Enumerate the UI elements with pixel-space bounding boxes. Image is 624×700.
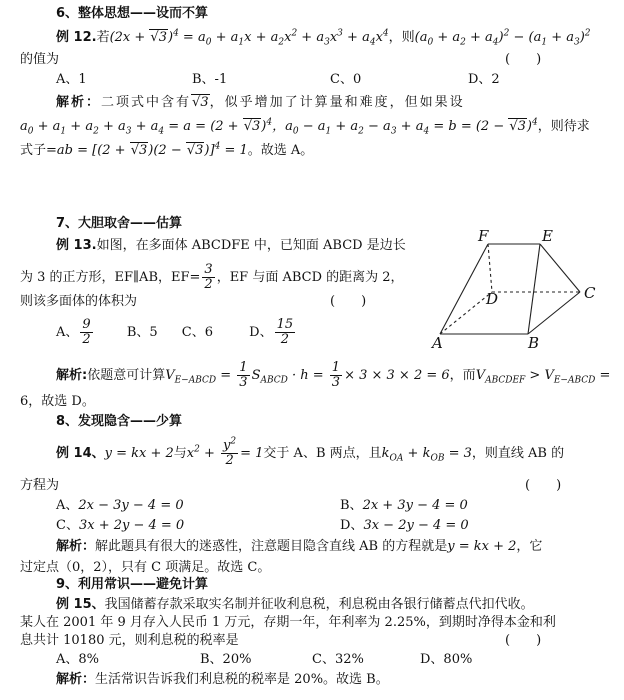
example-13-analysis-line-2: 6，故选 D。 <box>20 394 95 409</box>
figure-label-A: A <box>432 334 443 350</box>
figure-label-E: E <box>542 228 553 245</box>
example-12-option-c: C、0 <box>330 72 362 87</box>
example-14-paren: ( ) <box>525 478 562 493</box>
figure-label-C: C <box>584 284 596 302</box>
example-13-paren: ( ) <box>330 294 367 309</box>
example-12-analysis-line-1: 解析：二项式中含有√3，似乎增加了计算量和难度，但如果设 <box>56 95 465 110</box>
example-12-expression: $(a_0 + a_2 + a_4)^2 - (a_1 + a_3)^2$ <box>414 28 591 48</box>
example-12-post: ，则 <box>388 30 415 45</box>
example-12-pre: 若 <box>96 30 110 45</box>
example-15-label: 例 15、 <box>56 597 105 612</box>
figure-label-F: F <box>478 228 489 245</box>
example-13-option-d: D、 <box>249 325 273 340</box>
example-13-label: 例 13. <box>56 238 97 253</box>
example-12-line <box>56 28 591 48</box>
example-13-analysis-line-1: 解析:依题意可计算$V_{E-ABCD}$ = $\frac{1}{3}$ $S_{ABCD} \cdot h$ = $\frac{1}{3}$ × 3 × 3 × 2 = 6，而$V_{ABCDEF} > V_{E-ABCD}$ = <box>56 360 611 390</box>
section-8-title: 8、发现隐含——少算 <box>56 414 183 429</box>
example-14-line-2: 方程为 <box>20 478 60 493</box>
example-14-option-d: D、3x − 2y − 4 = 0 <box>340 518 469 533</box>
example-15-analysis-label: 解析： <box>56 672 96 687</box>
example-14-option-c: C、3x + 2y − 4 = 0 <box>56 518 185 533</box>
polyhedron-figure <box>428 228 608 350</box>
example-15-option-c: C、32% <box>312 652 364 667</box>
example-12-analysis-line-3: 式子$=ab = [(2 + √3)(2 - √3)]^4 = 1$。故选 A。 <box>20 141 314 158</box>
example-13-option-b: B、5 <box>126 325 158 340</box>
example-12-paren: ( ) <box>505 52 542 67</box>
example-12-equation: $(2x + √3)^4 = a_0 + a_1x + a_2x^2 + a_3x^3 + a_4x^4$ <box>109 28 389 48</box>
example-14-option-b: B、2x + 3y − 4 = 0 <box>340 498 468 513</box>
example-15-line-2: 某人在 2001 年 9 月存入人民币 1 万元，存期一年，年利率为 2.25%，到期时净得本金和利 <box>20 615 556 630</box>
example-13-line-3: 则该多面体的体积为 <box>20 294 138 309</box>
example-12-option-b: B、-1 <box>192 72 228 87</box>
example-13-line-2: 为 3 的正方形，EF∥AB，EF= $\frac{3}{2}$ ，EF 与面 ABCD 的距离为 2， <box>20 262 404 292</box>
example-12-value-text: 的值为 <box>20 52 60 67</box>
example-14-analysis-line-1: 解析：解此题具有很大的迷惑性，注意题目隐含直线 AB 的方程就是y = kx + 2，它 <box>56 539 543 554</box>
example-15-paren: ( ) <box>505 633 542 648</box>
example-12-option-d: D、2 <box>468 72 500 87</box>
example-13-options: A、 $\frac{9}{2}$ B、5 C、6 D、 $\frac{15}{2}$ <box>56 317 294 347</box>
figure-label-B: B <box>528 334 540 350</box>
section-7-title: 7、大胆取舍——估算 <box>56 216 183 231</box>
example-12-option-a: A、1 <box>56 72 87 87</box>
example-12-label: 例 12. <box>56 30 97 45</box>
figure-label-D: D <box>486 290 499 308</box>
example-14-label: 例 14、 <box>56 446 105 461</box>
example-15-option-a: A、8% <box>56 652 100 667</box>
example-13-option-c: C、6 <box>181 325 213 340</box>
section-6-title: 6、整体思想——设而不算 <box>56 6 209 21</box>
example-14-option-a: A、2x − 3y − 4 = 0 <box>56 498 184 513</box>
example-14-analysis-line-2: 过定点（0，2），只有 C 项满足。故选 C。 <box>20 560 271 575</box>
example-15-analysis: 解析：生活常识告诉我们利息税的税率是 20%。故选 B。 <box>56 672 389 687</box>
example-12-analysis-line-2: $a_0 + a_1 + a_2 + a_3 + a_4 = a = (2 + √3)^4$，$a_0 - a_1 + a_2 - a_3 + a_4 = b = (2 - √3)^4$，则待求 <box>20 117 590 137</box>
example-15-line-1: 例 15、我国储蓄存款采取实名制并征收利息税，利息税由各银行储蓄点代扣代收。 <box>56 597 534 612</box>
example-12-analysis-label: 解析： <box>56 95 102 110</box>
example-15-line-3: 息共计 10180 元，则利息税的税率是 <box>20 633 239 648</box>
example-15-option-d: D、80% <box>420 652 473 667</box>
example-14-analysis-label: 解析： <box>56 539 96 554</box>
example-13-line-1: 例 13.如图，在多面体 ABCDFE 中，已知面 ABCD 是边长 <box>56 238 406 253</box>
example-13-option-a: A、 <box>56 325 79 340</box>
section-9-title: 9、利用常识——避免计算 <box>56 577 209 592</box>
example-13-analysis-label: 解析: <box>56 368 88 383</box>
example-15-option-b: B、20% <box>200 652 252 667</box>
example-14-line-1: 例 14、y = kx + 2与$x^2$ + $\frac{y^2}{2}$ = 1交于 A、B 两点，且$k_{OA} + k_{OB} = 3$，则直线 AB 的 <box>56 436 565 468</box>
